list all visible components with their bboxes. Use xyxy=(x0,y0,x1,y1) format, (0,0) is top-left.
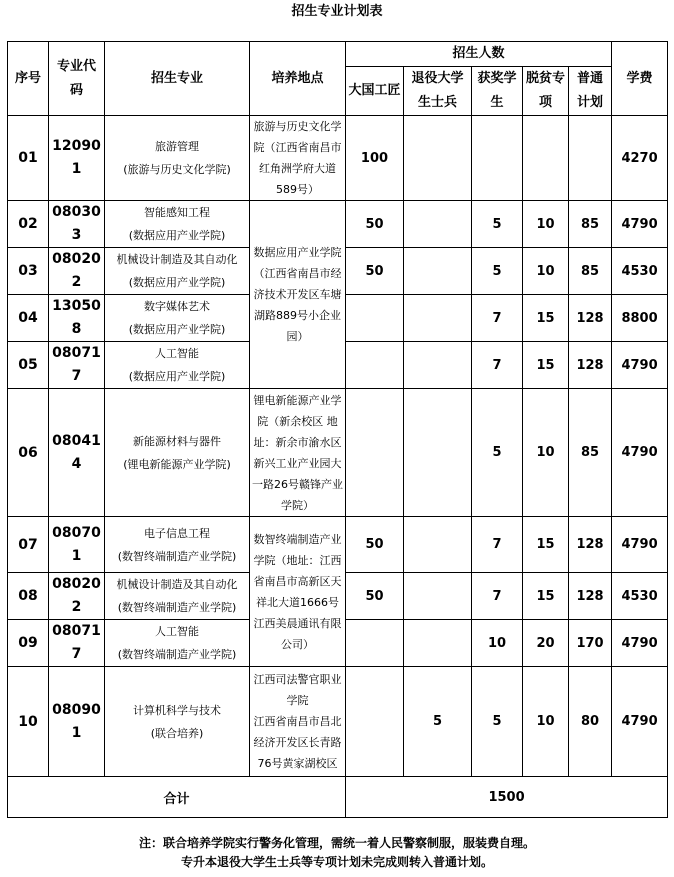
major-college: (数智终端制造产业学院) xyxy=(117,648,237,661)
header-location: 培养地点 xyxy=(250,42,346,116)
major-college: (锂电新能源产业学院) xyxy=(123,457,231,471)
header-code: 专业代码 xyxy=(49,42,105,116)
poverty-count: 15 xyxy=(523,517,569,573)
tuition-fee: 4790 xyxy=(612,517,668,573)
major-name: 机械设计制造及其自动化 xyxy=(116,253,238,266)
poverty-count: 10 xyxy=(523,389,569,517)
award-count: 7 xyxy=(472,573,523,620)
craftsman-count xyxy=(346,342,404,389)
award-count: 5 xyxy=(472,667,523,777)
major-code: 08090 1 xyxy=(49,667,105,777)
footnote-line-1: 注：联合培养学院实行警务化管理，需统一着人民警察制服，服装费自理。 xyxy=(138,836,535,850)
award-count: 10 xyxy=(472,620,523,667)
major-name: 新能源材料与器件 xyxy=(133,434,221,448)
major-code: 12090 1 xyxy=(49,116,105,201)
craftsman-count: 100 xyxy=(346,116,404,201)
row-index: 05 xyxy=(8,342,49,389)
row-index: 01 xyxy=(8,116,49,201)
tuition-fee: 4790 xyxy=(612,201,668,248)
award-count: 5 xyxy=(472,248,523,295)
craftsman-count xyxy=(346,389,404,517)
craftsman-count xyxy=(346,667,404,777)
major-college: (联合培养) xyxy=(150,726,204,740)
major-code: 08071 7 xyxy=(49,342,105,389)
general-count: 128 xyxy=(569,295,612,342)
major-name: 机械设计制造及其自动化 xyxy=(116,578,238,591)
header-index: 序号 xyxy=(8,42,49,116)
total-label: 合计 xyxy=(8,777,346,818)
major-code: 08030 3 xyxy=(49,201,105,248)
total-value: 1500 xyxy=(346,777,668,818)
major-cell xyxy=(105,116,250,201)
row-index: 10 xyxy=(8,667,49,777)
footnotes xyxy=(0,834,674,872)
poverty-count: 10 xyxy=(523,201,569,248)
craftsman-count: 50 xyxy=(346,517,404,573)
major-cell xyxy=(105,201,250,248)
major-name: 电子信息工程 xyxy=(144,526,210,540)
major-name: 人工智能 xyxy=(155,347,199,360)
veteran-count xyxy=(404,573,472,620)
training-location: 江西司法警官职业学院 江西省南昌市昌北经济开发区长青路76号黄家湖校区 xyxy=(250,667,346,777)
row-index: 02 xyxy=(8,201,49,248)
tuition-fee: 4530 xyxy=(612,573,668,620)
training-location: 数智终端制造产业学院（地址：江西省南昌市高新区天祥北大道1666号江西美晨通讯有限公司） xyxy=(250,517,346,667)
major-cell xyxy=(105,389,250,517)
major-college: (数据应用产业学院) xyxy=(128,276,226,289)
total-row xyxy=(8,777,668,818)
poverty-count xyxy=(523,116,569,201)
general-count: 128 xyxy=(569,517,612,573)
tuition-fee: 4270 xyxy=(612,116,668,201)
major-cell xyxy=(105,620,250,667)
tuition-fee: 4790 xyxy=(612,620,668,667)
tuition-fee: 4790 xyxy=(612,389,668,517)
header-veteran: 退役大学生士兵 xyxy=(404,67,472,116)
major-cell xyxy=(105,517,250,573)
award-count: 5 xyxy=(472,201,523,248)
table-row xyxy=(8,389,668,517)
major-cell xyxy=(105,573,250,620)
general-count: 85 xyxy=(569,389,612,517)
general-count: 128 xyxy=(569,573,612,620)
header-craftsman: 大国工匠 xyxy=(346,67,404,116)
major-college: (旅游与历史文化学院) xyxy=(123,163,231,176)
craftsman-count: 50 xyxy=(346,201,404,248)
major-name: 数字媒体艺术 xyxy=(144,300,210,313)
craftsman-count: 50 xyxy=(346,248,404,295)
tuition-fee: 4790 xyxy=(612,342,668,389)
table-row xyxy=(8,201,668,248)
general-count: 85 xyxy=(569,201,612,248)
major-code: 08041 4 xyxy=(49,389,105,517)
award-count xyxy=(472,116,523,201)
page-title: 招生专业计划表 xyxy=(291,4,383,19)
veteran-count xyxy=(404,116,472,201)
major-college: (数智终端制造产业学院) xyxy=(117,601,237,614)
major-code: 08071 7 xyxy=(49,620,105,667)
training-location: 旅游与历史文化学院（江西省南昌市红角洲学府大道589号） xyxy=(250,116,346,201)
poverty-count: 15 xyxy=(523,573,569,620)
major-name: 旅游管理 xyxy=(155,140,199,153)
header-poverty: 脱贫专项 xyxy=(523,67,569,116)
veteran-count xyxy=(404,201,472,248)
major-code: 08020 2 xyxy=(49,573,105,620)
award-count: 5 xyxy=(472,389,523,517)
tuition-fee: 8800 xyxy=(612,295,668,342)
major-code: 13050 8 xyxy=(49,295,105,342)
header-enrollment-group: 招生人数 xyxy=(346,42,612,67)
award-count: 7 xyxy=(472,295,523,342)
poverty-count: 15 xyxy=(523,295,569,342)
major-cell xyxy=(105,295,250,342)
training-location: 锂电新能源产业学院（新余校区 地址：新余市渝水区新兴工业产业园大一路26号赣锋产业学院） xyxy=(250,389,346,517)
row-index: 04 xyxy=(8,295,49,342)
row-index: 06 xyxy=(8,389,49,517)
veteran-count xyxy=(404,517,472,573)
award-count: 7 xyxy=(472,342,523,389)
row-index: 03 xyxy=(8,248,49,295)
major-cell xyxy=(105,248,250,295)
major-name: 智能感知工程 xyxy=(144,206,210,219)
major-code: 08020 2 xyxy=(49,248,105,295)
general-count xyxy=(569,116,612,201)
table-row xyxy=(8,667,668,777)
header-fee: 学费 xyxy=(612,42,668,116)
footnote-line-2: 专升本退役大学生士兵等专项计划未完成则转入普通计划。 xyxy=(180,855,493,869)
header-major: 招生专业 xyxy=(105,42,250,116)
veteran-count xyxy=(404,342,472,389)
veteran-count: 5 xyxy=(404,667,472,777)
veteran-count xyxy=(404,248,472,295)
veteran-count xyxy=(404,620,472,667)
header-general: 普通计划 xyxy=(569,67,612,116)
table-row xyxy=(8,116,668,201)
major-name: 人工智能 xyxy=(155,625,199,638)
veteran-count xyxy=(404,295,472,342)
table-row xyxy=(8,517,668,573)
poverty-count: 15 xyxy=(523,342,569,389)
major-college: (数智终端制造产业学院) xyxy=(117,549,237,563)
craftsman-count xyxy=(346,620,404,667)
major-college: (数据应用产业学院) xyxy=(128,370,226,383)
major-college: (数据应用产业学院) xyxy=(128,229,226,242)
enrollment-plan-table xyxy=(7,41,668,818)
tuition-fee: 4790 xyxy=(612,667,668,777)
header-award: 获奖学生 xyxy=(472,67,523,116)
general-count: 170 xyxy=(569,620,612,667)
row-index: 09 xyxy=(8,620,49,667)
major-name: 计算机科学与技术 xyxy=(133,703,221,717)
poverty-count: 10 xyxy=(523,248,569,295)
award-count: 7 xyxy=(472,517,523,573)
general-count: 80 xyxy=(569,667,612,777)
veteran-count xyxy=(404,389,472,517)
general-count: 85 xyxy=(569,248,612,295)
craftsman-count xyxy=(346,295,404,342)
tuition-fee: 4530 xyxy=(612,248,668,295)
general-count: 128 xyxy=(569,342,612,389)
major-cell xyxy=(105,667,250,777)
major-cell xyxy=(105,342,250,389)
major-college: (数据应用产业学院) xyxy=(128,323,226,336)
row-index: 07 xyxy=(8,517,49,573)
training-location: 数据应用产业学院（江西省南昌市经济技术开发区车塘湖路889号小企业园） xyxy=(250,201,346,389)
major-code: 08070 1 xyxy=(49,517,105,573)
craftsman-count: 50 xyxy=(346,573,404,620)
row-index: 08 xyxy=(8,573,49,620)
poverty-count: 20 xyxy=(523,620,569,667)
poverty-count: 10 xyxy=(523,667,569,777)
